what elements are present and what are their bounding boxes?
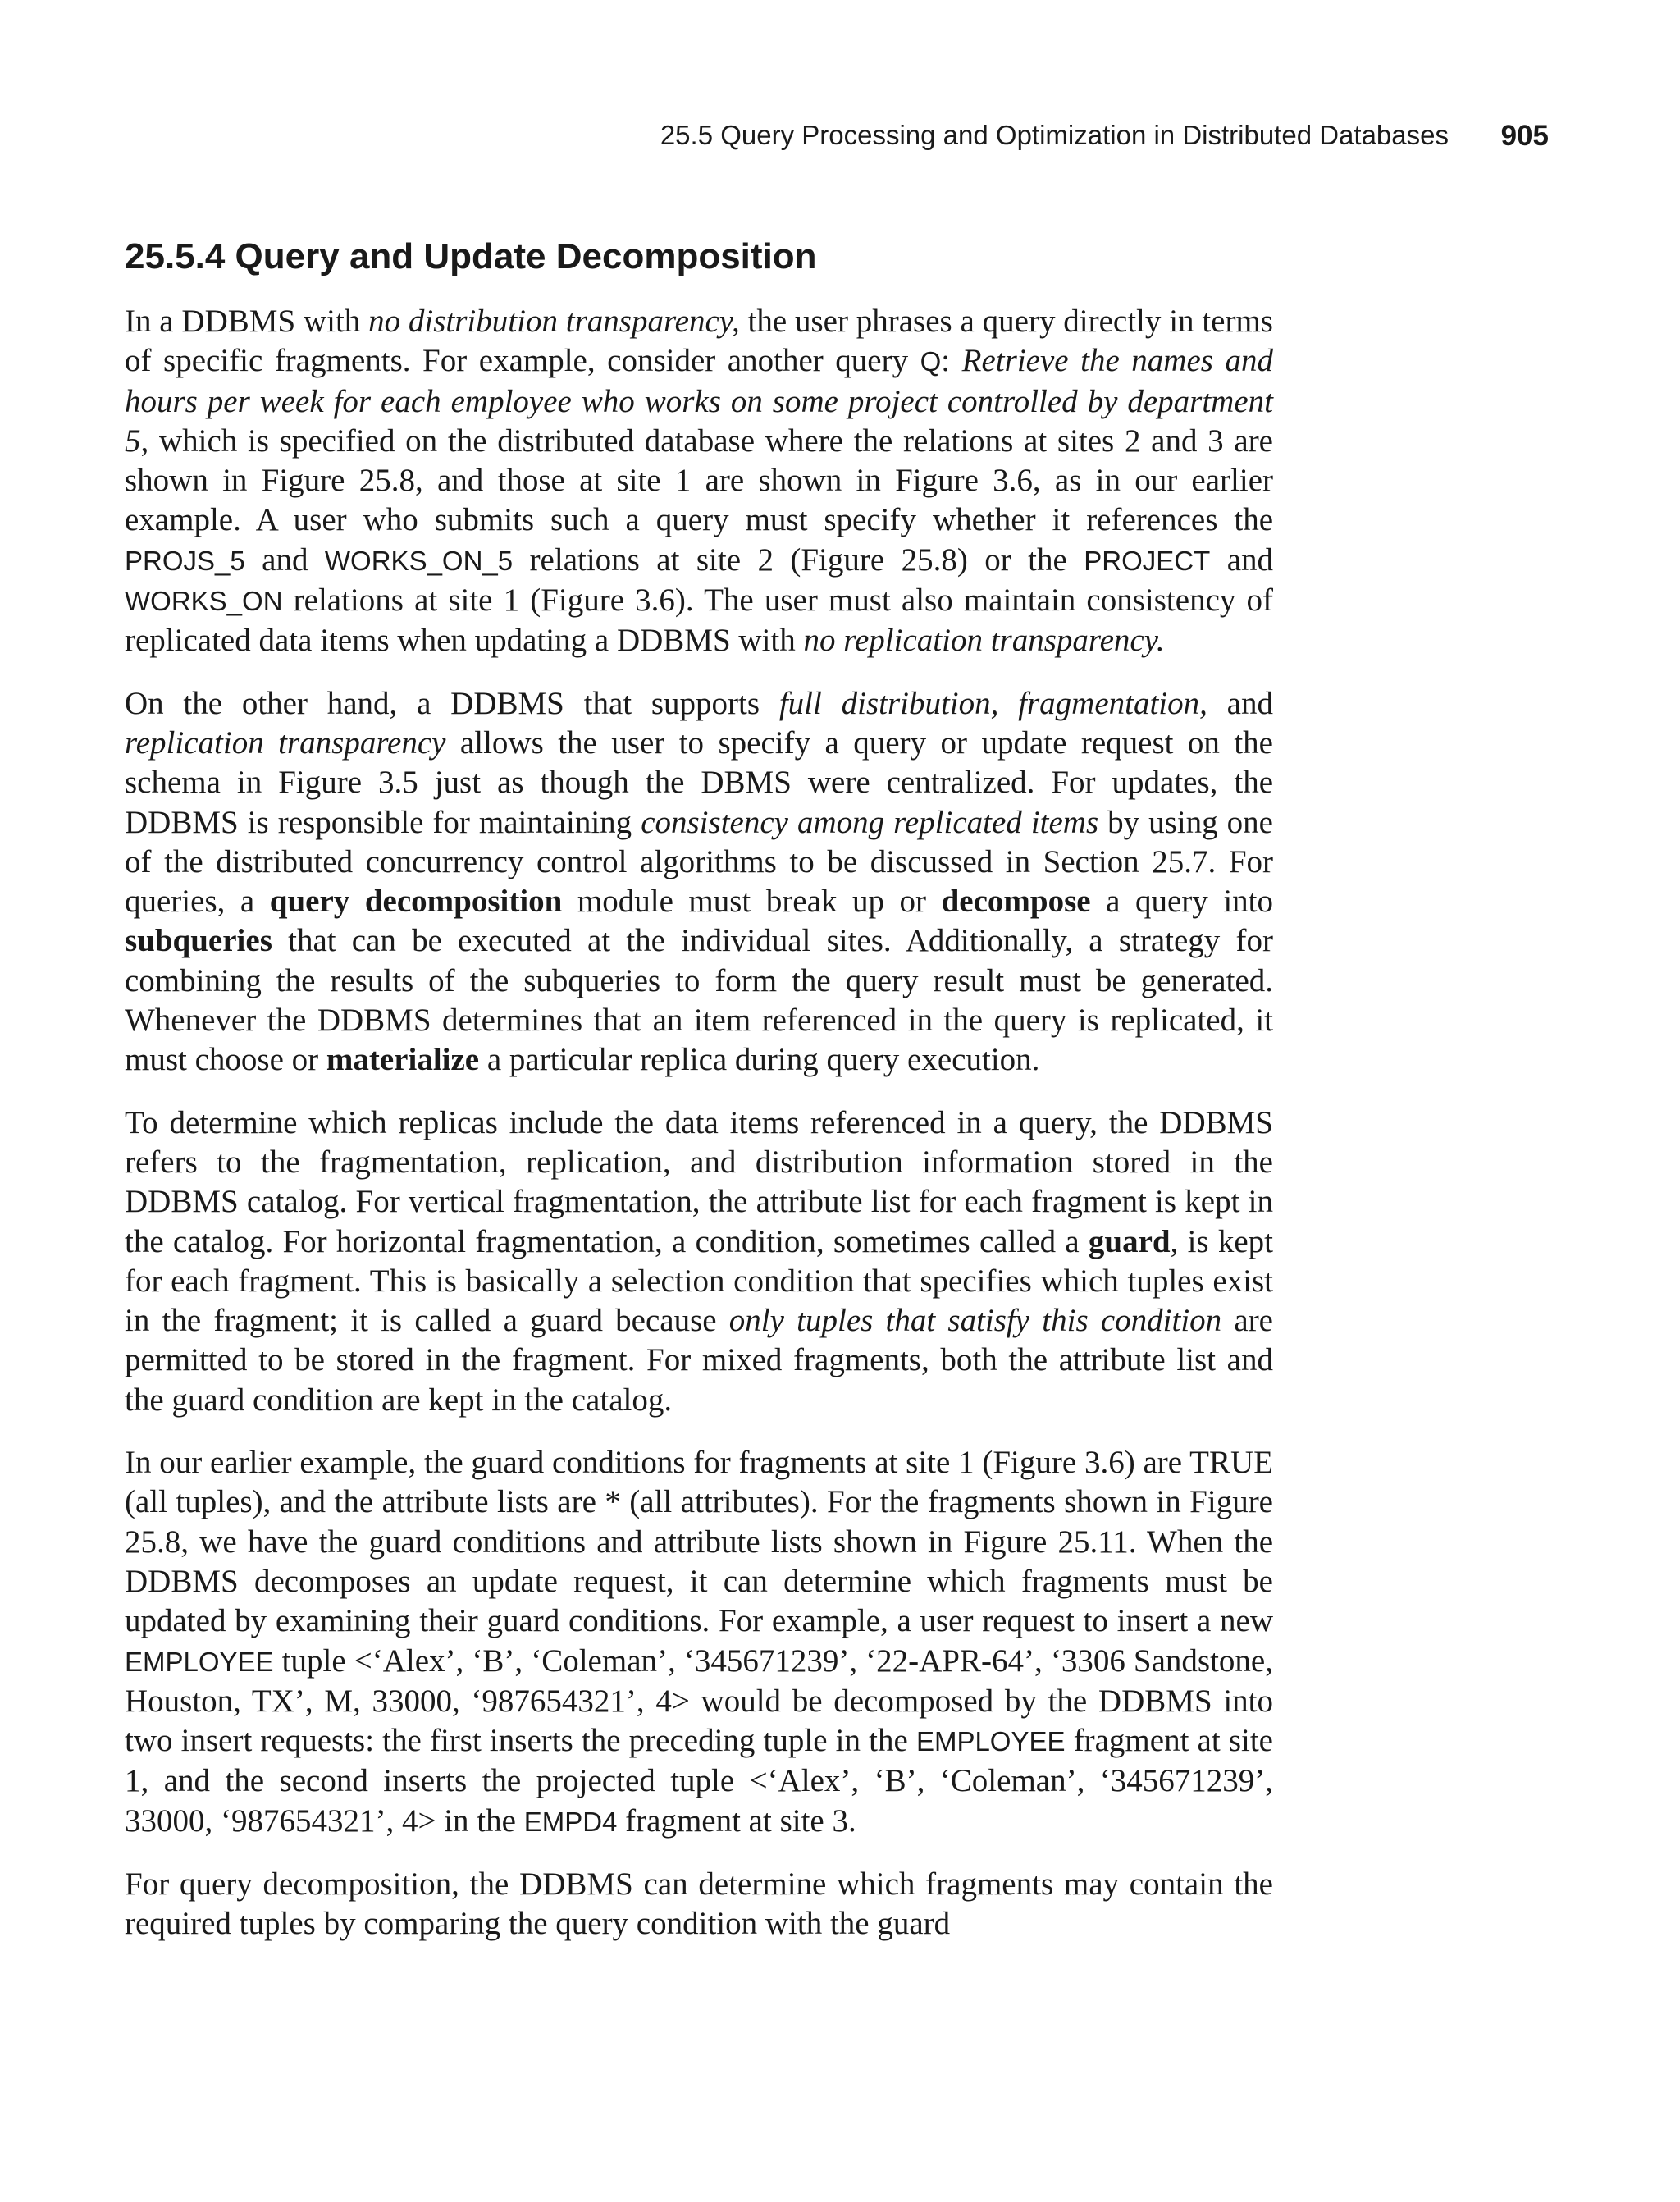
- text-run: relations at site 2 (Figure 25.8) or the: [513, 541, 1084, 578]
- text-run: module must break up or: [562, 884, 942, 920]
- page-body: [125, 220, 1273, 1967]
- text-run: full distribution, fragmentation,: [778, 685, 1208, 721]
- paragraph-1: [125, 302, 1273, 661]
- text-run: a query into: [1090, 884, 1273, 920]
- page-number: 905: [1500, 120, 1549, 152]
- text-run: no distribution transparency,: [368, 304, 740, 339]
- paragraph-5: [125, 1865, 1273, 1944]
- text-run: In a DDBMS with: [125, 304, 369, 339]
- text-run: materialize: [326, 1042, 480, 1078]
- text-run: subqueries: [125, 923, 272, 959]
- text-run: EMPLOYEE: [915, 1726, 1066, 1757]
- text-run: decompose: [941, 884, 1091, 920]
- text-run: Q: [920, 346, 942, 377]
- text-run: , which is specified on the distributed database where the relations at sites 2 and 3 are shown in Figure 25.8, and those at site 1 are shown in Figure 3.6, as in our earlier example. A user who submits such a query must specify whether it references the: [125, 423, 1273, 538]
- text-run: relations at site 1 (Figure 3.6). The user must also maintain consistency of replicated data items when updating a DDBMS with: [125, 582, 1273, 659]
- text-run: are permitted to be stored in the fragment. For mixed fragments, both the attribute list and the guard condition are kept in the catalog.: [125, 1303, 1273, 1418]
- text-run: tuple <‘Alex’, ‘B’, ‘Coleman’, ‘345671239’, ‘22-APR-64’, ‘3306 Sandstone, Houston, TX’, M, 33000, ‘987654321’, 4> would be decomposed by the DDBMS into two insert requests: the first inserts the preceding tuple in the: [125, 1642, 1273, 1759]
- section-title: 25.5.4 Query and Update Decomposition: [125, 236, 817, 276]
- text-run: query decomposition: [269, 884, 563, 920]
- text-run: EMPD4: [523, 1806, 618, 1837]
- text-run: consistency among replicated items: [641, 804, 1099, 840]
- text-run: :: [941, 343, 962, 379]
- text-run: For query decomposition, the DDBMS can determine which fragments may contain the required tuples by comparing the query condition with the guard: [125, 1866, 1273, 1942]
- text-run: by using one of the distributed concurrency control algorithms to be discussed in Section 25.7. For queries, a: [125, 804, 1273, 920]
- text-run: the user phrases a query directly in terms of specific fragments. For example, consider another query: [125, 304, 1273, 379]
- paragraph-4: [125, 1443, 1273, 1842]
- text-run: no replication transparency.: [803, 623, 1165, 659]
- text-run: replication transparency: [125, 724, 446, 761]
- text-run: fragment at site 3.: [617, 1802, 856, 1839]
- running-head: 25.5 Query Processing and Optimization in Distributed Databases: [660, 120, 1449, 150]
- text-run: that can be executed at the individual sites. Additionally, a strategy for combining the results of the subqueries to form the query result must be generated. Whenever the DDBMS determines that an item referenced in the query is replicated, it must choose or: [125, 923, 1273, 1078]
- text-run: , is kept for each fragment. This is basically a selection condition that specifies which tuples exist in the fragment; it is called a guard because: [125, 1223, 1273, 1339]
- text-run: PROJECT: [1084, 545, 1211, 576]
- page-header: [0, 115, 1549, 164]
- text-run: allows the user to specify a query or update request on the schema in Figure 3.5 just as though the DBMS were centralized. For updates, the DDBMS is responsible for maintaining: [125, 724, 1273, 840]
- text-run: To determine which replicas include the data items referenced in a query, the DDBMS refers to the fragmentation, replication, and distribution information stored in the DDBMS catalog. For vertical fragmentation, the attribute list for each fragment is kept in the catalog. For horizontal fragmentation, a condition, sometimes called a: [125, 1104, 1273, 1259]
- paragraph-3: [125, 1103, 1273, 1420]
- text-run: PROJS_5: [125, 545, 245, 576]
- text-run: In our earlier example, the guard conditions for fragments at site 1 (Figure 3.6) are TRUE (all tuples), and the attribute lists are * (all attributes). For the fragments shown in Figure 25.8, we have the guard conditions and attribute lists shown in Figure 25.11. When the DDBMS decomposes an update request, it can determine which fragments must be updated by examining their guard conditions. For example, a user request to insert a new: [125, 1445, 1273, 1639]
- text-run: WORKS_ON: [125, 586, 283, 617]
- text-run: a particular replica during query execution.: [479, 1042, 1040, 1078]
- text-run: fragment at site 1, and the second inserts the projected tuple <‘Alex’, ‘B’, ‘Coleman’, ‘345671239’, 33000, ‘987654321’, 4> in the: [125, 1723, 1273, 1839]
- text-run: and: [1207, 685, 1273, 721]
- paragraph-2: [125, 684, 1273, 1080]
- text-run: only tuples that satisfy this condition: [728, 1303, 1222, 1339]
- text-run: and: [1210, 541, 1274, 578]
- text-run: Retrieve the names and hours per week for each employee who works on some project controlled by department 5: [125, 343, 1273, 459]
- text-run: WORKS_ON_5: [324, 545, 514, 576]
- text-run: On the other hand, a DDBMS that supports: [125, 685, 779, 721]
- text-run: EMPLOYEE: [125, 1646, 274, 1677]
- text-run: and: [244, 541, 325, 578]
- text-run: guard: [1088, 1223, 1171, 1259]
